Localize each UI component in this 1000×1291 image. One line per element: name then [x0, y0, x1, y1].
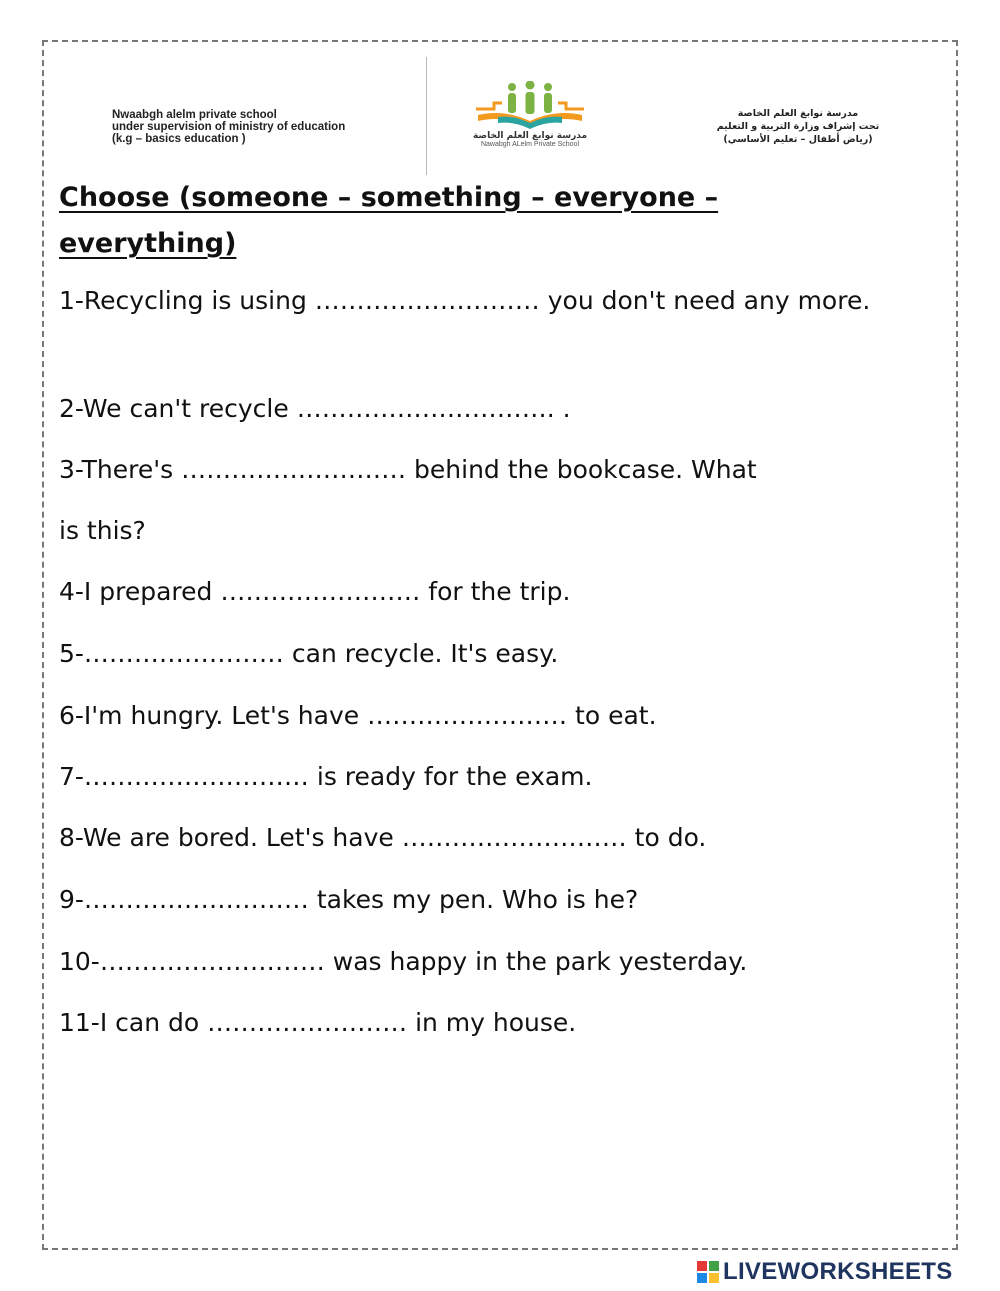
school-name-arabic	[700, 107, 896, 146]
education-level-ar-line: (رياض أطفال – تعليم الأساسي)	[723, 134, 873, 145]
supervision-ar-line: تحت إشراف وزارة التربية و التعليم	[716, 121, 880, 132]
header-divider	[426, 57, 427, 175]
question-5: 5-…………………… can recycle. It's easy.	[59, 639, 559, 668]
question-11: 11-I can do …………………… in my house.	[59, 1008, 577, 1037]
question-2: 2-We can't recycle …………………………. .	[59, 394, 571, 423]
question-8: 8-We are bored. Let's have ……………………… to do.	[59, 823, 707, 852]
question-3: 3-There's ……………………… behind the bookcase. What	[59, 455, 757, 484]
school-name-ar-line: مدرسة نوابغ العلم الخاصة	[737, 108, 859, 119]
liveworksheets-logo-icon	[697, 1261, 719, 1283]
school-header	[0, 55, 1000, 180]
question-10: 10-……………………… was happy in the park yesterday.	[59, 947, 748, 976]
logo-caption-english: Nawabgh ALelm Private School	[480, 141, 580, 148]
question-1: 1-Recycling is using ……………………… you don't need any more.	[59, 286, 871, 315]
watermark-text: LIVEWORKSHEETS	[723, 1258, 953, 1285]
liveworksheets-watermark	[697, 1258, 953, 1286]
question-3-continued: is this?	[59, 516, 146, 545]
school-name-line: Nwaabgh alelm private school	[112, 109, 277, 121]
question-4: 4-I prepared …………………… for the trip.	[59, 577, 571, 606]
question-6: 6-I'm hungry. Let's have …………………… to eat.	[59, 701, 657, 730]
supervision-line: under supervision of ministry of education	[112, 121, 346, 133]
worksheet-title: Choose (someone – something – everyone – everything)	[59, 182, 719, 259]
logo-caption-arabic: مدرسة نوابغ العلم الخاصة	[472, 131, 588, 141]
education-level-line: (k.g – basics education )	[112, 133, 246, 145]
question-7: 7-……………………… is ready for the exam.	[59, 762, 593, 791]
question-9: 9-……………………… takes my pen. Who is he?	[59, 885, 639, 914]
school-name-english	[112, 109, 345, 145]
